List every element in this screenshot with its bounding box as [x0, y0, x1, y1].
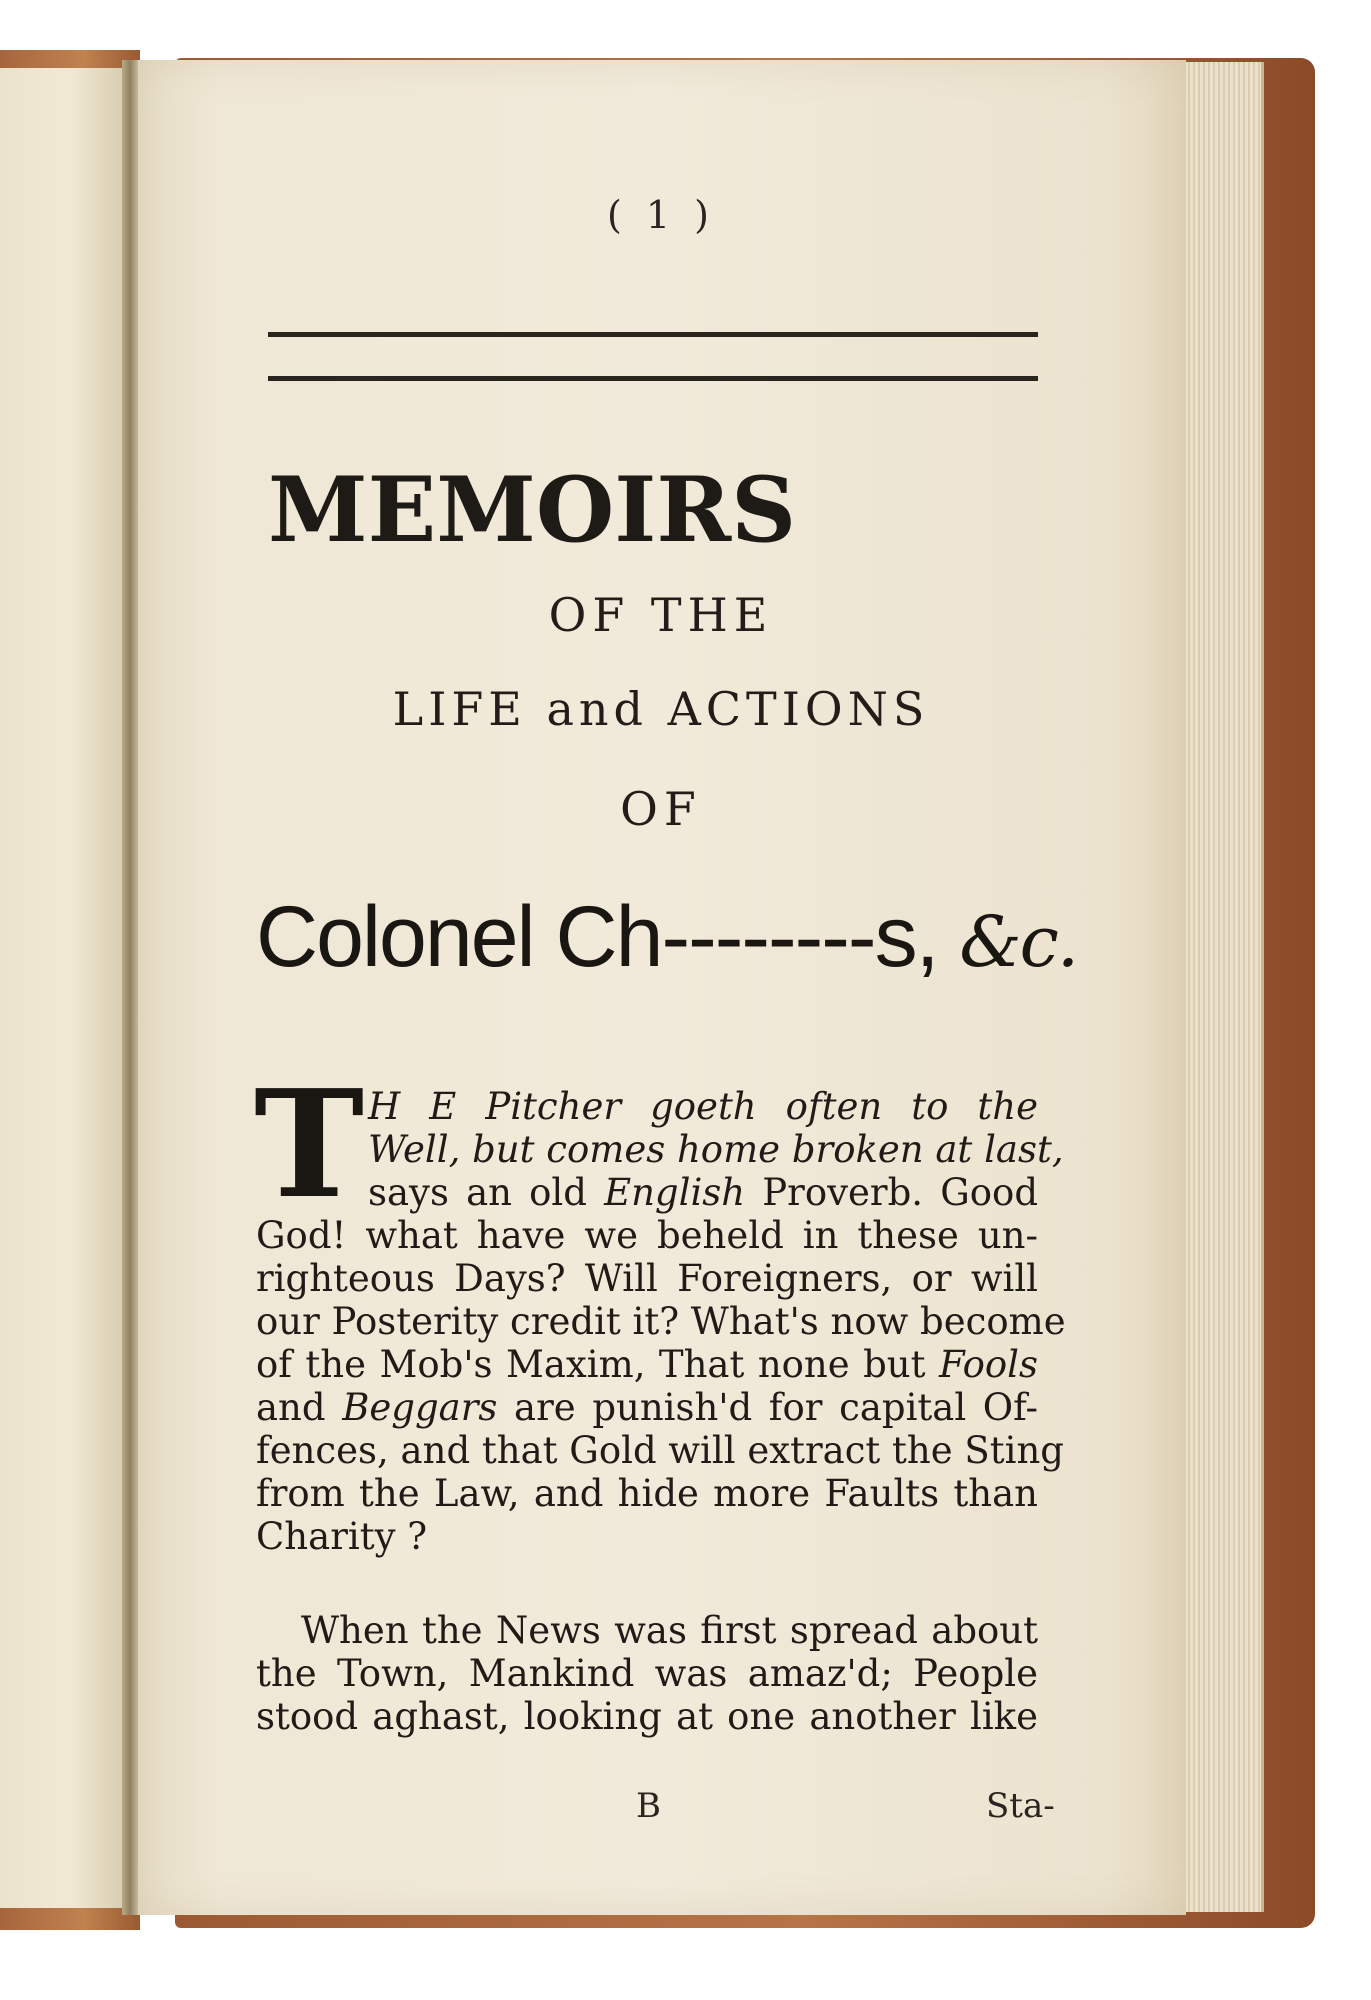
drop-cap: T [254, 1057, 365, 1231]
right-page [136, 60, 1186, 1915]
text-line: our Posterity credit it? What's now become [256, 1300, 1066, 1343]
text-line: from the Law, and hide more Faults than [256, 1472, 1038, 1515]
text-line: H E Pitcher goeth often to the [368, 1085, 1038, 1128]
subtitle-of-the: OF THE [548, 588, 774, 642]
text-line: God! what have we beheld in these un- [256, 1214, 1038, 1257]
left-page [0, 68, 128, 1908]
text-line: Charity ? [256, 1515, 428, 1558]
text-line: righteous Days? Will Foreigners, or will [256, 1257, 1038, 1300]
subtitle-life-and-actions: LIFE and ACTIONS [392, 682, 930, 736]
text-line: When the News was first spread about [301, 1609, 1038, 1652]
bottom-rule [268, 376, 1038, 381]
subject-etc: &c. [959, 901, 1078, 983]
text-line: the Town, Mankind was amaz'd; People [256, 1652, 1038, 1695]
signature-mark: B [636, 1786, 661, 1826]
subtitle-of: OF [620, 782, 702, 836]
page-number: ( 1 ) [607, 193, 715, 237]
text-line: Well, but comes home broken at last, [368, 1128, 1064, 1171]
text-line: stood aghast, looking at one another like [256, 1695, 1038, 1738]
page-title: MEMOIRS [268, 457, 797, 563]
catchword: Sta- [986, 1786, 1055, 1826]
text-line: of the Mob's Maxim, That none but Fools [256, 1343, 1038, 1386]
text-line: and Beggars are punish'd for capital Of- [256, 1386, 1039, 1429]
text-line: says an old English Proverb. Good [368, 1171, 1039, 1214]
gutter [122, 60, 138, 1915]
text-line: fences, and that Gold will extract the Sting [256, 1429, 1064, 1472]
page-edges [1185, 62, 1264, 1912]
top-rule [268, 332, 1038, 337]
subject-name-text: Colonel Ch--------s, [256, 889, 938, 985]
subject-name [256, 888, 1078, 987]
